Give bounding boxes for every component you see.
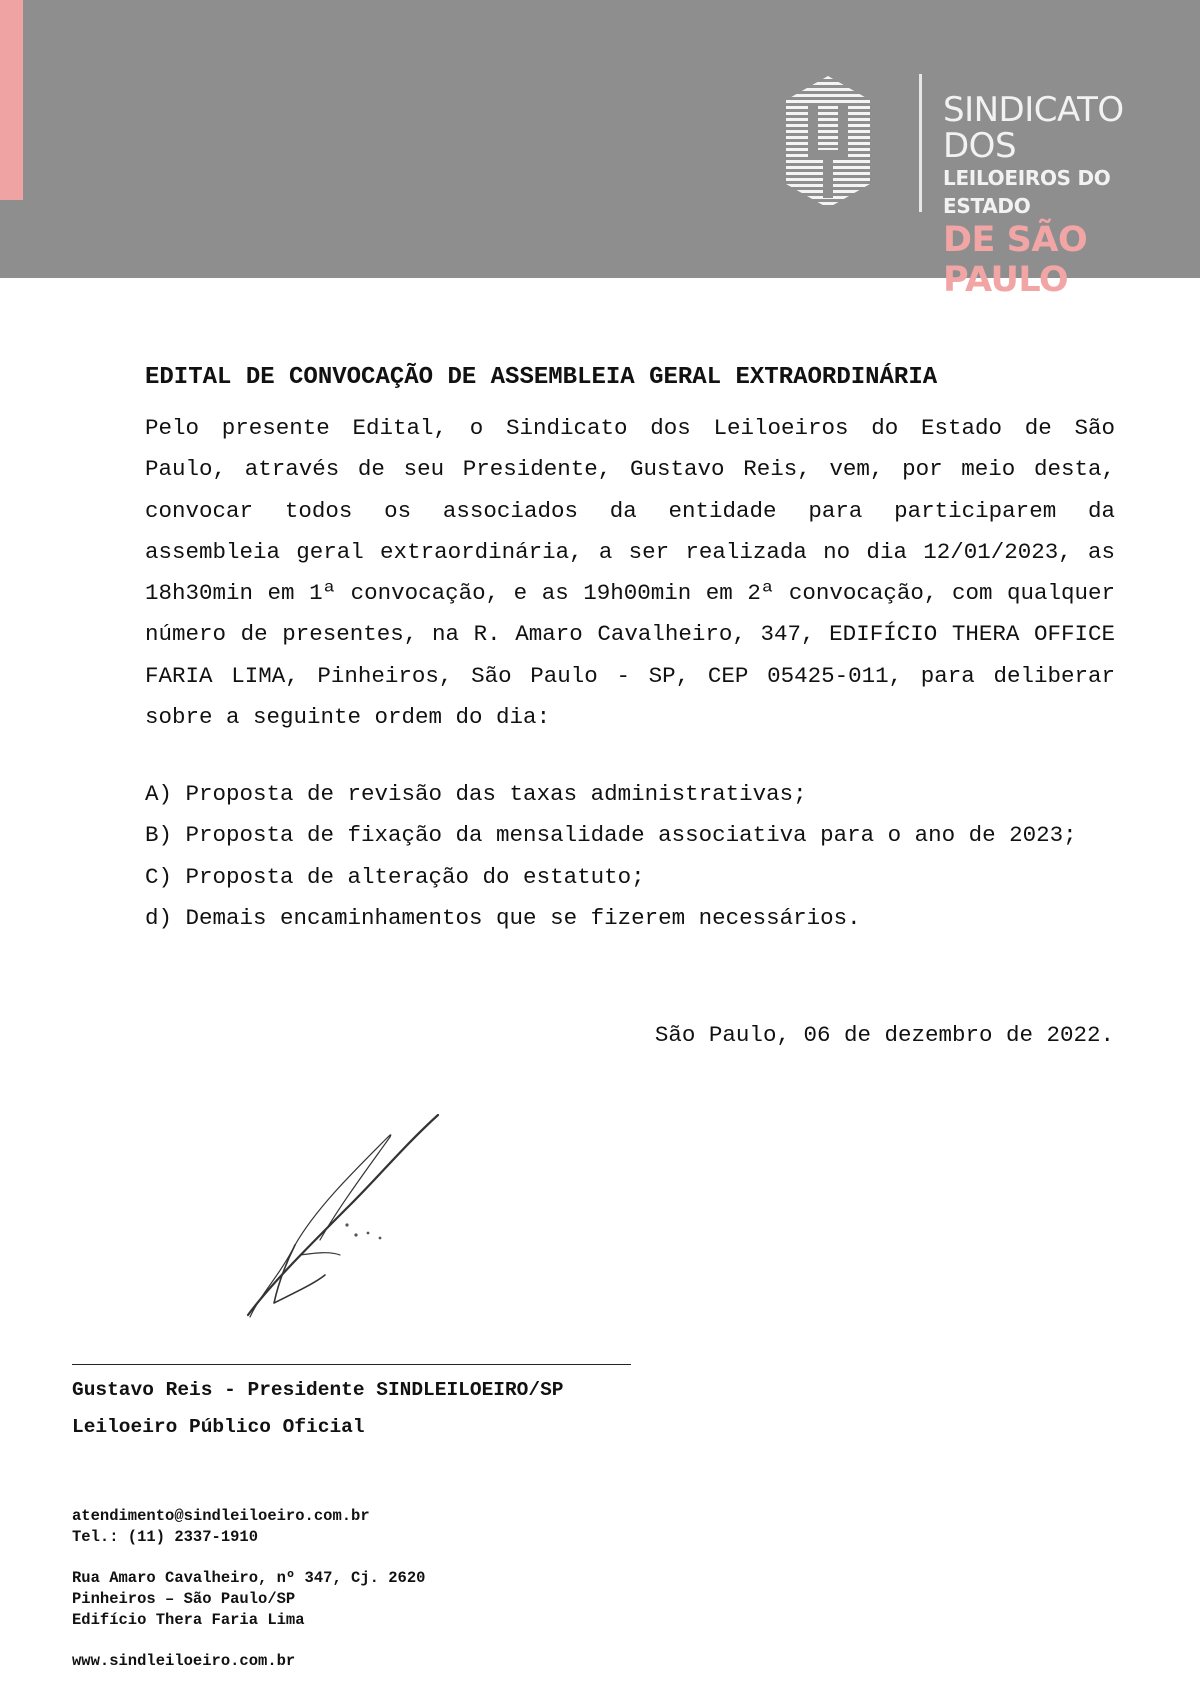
address-line-3: Edifício Thera Faria Lima — [72, 1611, 305, 1629]
accent-bar — [0, 0, 23, 200]
agenda-item: d) Demais encaminhamentos que se fizerem necessários. — [145, 904, 861, 931]
letterhead-banner — [0, 0, 1200, 300]
handwritten-signature-icon — [240, 1105, 470, 1325]
logo-line-3: DE SÃO PAULO — [943, 220, 1088, 300]
signature-line — [72, 1364, 631, 1365]
logo-line-1: SINDICATO DOS — [943, 90, 1124, 166]
contact-email: atendimento@sindleiloeiro.com.br — [72, 1507, 370, 1525]
document-title: EDITAL DE CONVOCAÇÃO DE ASSEMBLEIA GERAL EXTRAORDINÁRIA — [145, 364, 938, 391]
place-and-date: São Paulo, 06 de dezembro de 2022. — [654, 1022, 1114, 1048]
organization-logo-text — [943, 92, 1200, 300]
agenda-item: C) Proposta de alteração do estatuto; — [145, 863, 645, 890]
signer-role: Leiloeiro Público Oficial — [72, 1416, 365, 1438]
logo-divider — [919, 74, 922, 212]
agenda-item: B) Proposta de fixação da mensalidade associativa para o ano de 2023; — [145, 822, 1077, 849]
building-emblem-icon — [786, 76, 870, 208]
notice-body: Pelo presente Edital, o Sindicato dos Leiloeiros do Estado de São Paulo, através de seu Presidente, Gustavo Reis, vem, por meio desta, convocar todos os associados da entidade para participarem da assembleia geral extraordinária, a ser realizada no dia 12/01/2023, as 18h30min em 1ª convocação, e as 19h00min em 2ª convocação, com qualquer número de presentes, na R. Amaro Cavalheiro, 347, EDIFÍCIO THERA OFFICE FARIA LIMA, Pinheiros, São Paulo - SP, CEP 05425-011, para deliberar sobre a seguinte ordem do dia: — [145, 415, 1115, 731]
address-line-2: Pinheiros – São Paulo/SP — [72, 1590, 296, 1608]
contact-phone: Tel.: (11) 2337-1910 — [72, 1528, 259, 1546]
agenda-item: A) Proposta de revisão das taxas administrativas; — [145, 781, 807, 807]
website: www.sindleiloeiro.com.br — [72, 1652, 296, 1670]
agenda-list — [145, 774, 1115, 939]
logo-line-2: LEILOEIROS DO ESTADO — [943, 166, 1111, 218]
address-line-1: Rua Amaro Cavalheiro, nº 347, Cj. 2620 — [72, 1569, 426, 1587]
signer-name: Gustavo Reis - Presidente SINDLEILOEIRO/SP — [72, 1379, 564, 1401]
